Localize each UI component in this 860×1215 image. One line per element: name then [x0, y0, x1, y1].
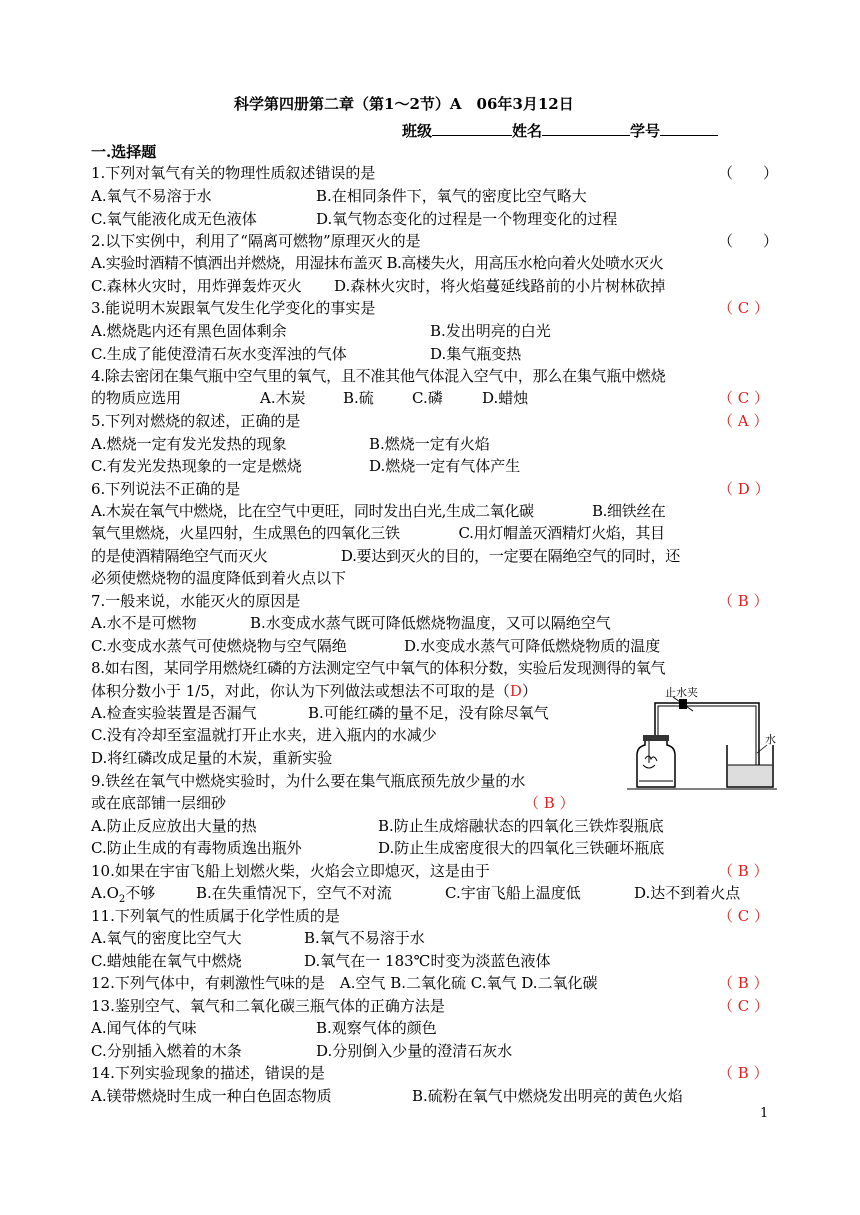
connecting-tube: [655, 703, 759, 775]
water-label: 水: [765, 733, 776, 746]
student-info-line: [402, 121, 718, 141]
bottle-stopper: [643, 735, 669, 741]
q9-answer: （ B ）: [524, 794, 575, 812]
q8-option-c: C.没有冷却至室温就打开止水夹，进入瓶内的水减少: [91, 726, 437, 744]
q4-option-b: B.硫: [343, 389, 374, 407]
q3-stem: 3.能说明木炭跟氧气发生化学变化的事实是: [91, 299, 376, 317]
q13-answer: （ C ）: [718, 997, 770, 1015]
q9-option-a: A.防止反应放出大量的热: [91, 817, 257, 835]
q11-option-c: C.蜡烛能在氧气中燃烧: [91, 952, 242, 970]
q6-answer: （ D ）: [718, 480, 770, 498]
gas-bottle: [637, 739, 675, 787]
q6-line2: 氧气里燃烧，火星四射，生成黑色的四氧化三铁 C.用灯帽盖灭酒精灯火焰，其目: [91, 524, 665, 542]
q7-option-a: A.水不是可燃物: [91, 614, 197, 632]
q3-answer: （ C ）: [718, 299, 770, 317]
q12-stem: 12.下列气体中，有刺激性气味的是 A.空气 B.二氧化硫 C.氧气 D.二氧化碳: [91, 974, 598, 992]
q4-option-a: A.木炭: [260, 389, 306, 407]
q13-option-c: C.分别插入燃着的木条: [91, 1042, 242, 1060]
q8-answer-close: ）: [521, 682, 537, 700]
q5-option-c: C.有发光发热现象的一定是燃烧: [91, 457, 302, 475]
q9-option-d: D.防止生成密度很大的四氧化三铁砸坏瓶底: [378, 839, 665, 857]
q8-answer-letter: D: [509, 682, 522, 700]
q5-option-d: D.燃烧一定有气体产生: [369, 457, 521, 475]
q5-option-b: B.燃烧一定有火焰: [369, 435, 490, 453]
q11-answer: （ C ）: [718, 907, 770, 925]
q1-option-a: A.氧气不易溶于水: [91, 187, 212, 205]
q11-option-d: D.氧气在一 183℃时变为淡蓝色液体: [304, 952, 551, 970]
q8-option-d: D.将红磷改成足量的木炭，重新实验: [91, 749, 333, 767]
q5-option-a: A.燃烧一定有发光发热的现象: [91, 435, 287, 453]
beaker-water: [728, 765, 772, 786]
q8-option-a: A.检查实验装置是否漏气: [91, 704, 257, 722]
q5-stem: 5.下列对燃烧的叙述，正确的是: [91, 412, 301, 430]
class-input[interactable]: [432, 121, 512, 136]
number-input[interactable]: [660, 121, 718, 136]
experiment-apparatus-figure: [627, 683, 777, 793]
q11-option-a: A.氧气的密度比空气大: [91, 929, 242, 947]
q14-option-a: A.镁带燃烧时生成一种白色固态物质: [91, 1087, 332, 1105]
q4-option-c: C.磷: [412, 389, 443, 407]
q4-stem-line2: 的物质应选用: [91, 389, 182, 407]
q3-option-c: C.生成了能使澄清石灰水变浑浊的气体: [91, 345, 347, 363]
q10-option-a-sub: 2: [118, 894, 126, 905]
q9-stem-line2: 或在底部铺一层细砂: [91, 794, 227, 812]
q13-stem: 13.鉴别空气、氧气和二氧化碳三瓶气体的正确方法是: [91, 997, 445, 1015]
q3-option-a: A.燃烧匙内还有黑色固体剩余: [91, 322, 287, 340]
q10-option-a-pre: A.O: [91, 884, 119, 902]
q10-option-c: C.宇宙飞船上温度低: [445, 884, 581, 902]
q13-option-b: B.观察气体的颜色: [316, 1019, 437, 1037]
q2-option-d: D.森林火灾时，将火焰蔓延线路前的小片树林砍掉: [334, 277, 666, 295]
q14-stem: 14.下列实验现象的描述，错误的是: [91, 1064, 325, 1082]
q10-option-a-post: 不够: [125, 884, 156, 902]
clamp-label: 止水夹: [665, 686, 698, 699]
q2-answer: （ ）: [718, 232, 779, 250]
page-number: 1: [760, 1106, 769, 1121]
q8-stem-line1: 8.如右图，某同学用燃烧红磷的方法测定空气中氧气的体积分数，实验后发现测得的氧气: [91, 659, 666, 677]
q7-stem: 7.一般来说，水能灭火的原因是: [91, 592, 301, 610]
q7-answer: （ B ）: [718, 592, 769, 610]
q6-stem: 6.下列说法不正确的是: [91, 480, 241, 498]
q7-option-c: C.水变成水蒸气可使燃烧物与空气隔绝: [91, 637, 347, 655]
name-label: 姓名: [512, 122, 543, 140]
name-input[interactable]: [542, 121, 630, 136]
q3-option-d: D.集气瓶变热: [430, 345, 522, 363]
q1-stem: 1.下列对氧气有关的物理性质叙述错误的是: [91, 164, 376, 182]
flame-icon: [645, 756, 657, 761]
page-title: 科学第四册第二章（第1～2节）A 06年3月12日: [234, 95, 574, 113]
q10-option-d: D.达不到着火点: [634, 884, 741, 902]
q8-option-b: B.可能红磷的量不足，没有除尽氧气: [308, 704, 549, 722]
q11-option-b: B.氧气不易溶于水: [304, 929, 425, 947]
q8-stem-text: 体积分数小于 1/5，对此，你认为下列做法或想法不可取的是（: [91, 682, 510, 700]
q9-option-c: C.防止生成的有毒物质逸出瓶外: [91, 839, 302, 857]
q6-line4: 必须使燃烧物的温度降低到着火点以下: [91, 569, 347, 587]
class-label: 班级: [402, 122, 433, 140]
combustion-spoon: [643, 765, 655, 768]
q10-answer: （ B ）: [718, 862, 769, 880]
q2-options-ab: A.实验时酒精不慎洒出并燃烧，用湿抹布盖灭 B.高楼失火，用高压水枪向着火处喷水灭火: [91, 254, 664, 272]
q1-answer: （ ）: [718, 164, 779, 182]
q11-stem: 11.下列氧气的性质属于化学性质的是: [91, 907, 340, 925]
q1-option-b: B.在相同条件下，氧气的密度比空气略大: [316, 187, 587, 205]
q9-option-b: B.防止生成熔融状态的四氧化三铁炸裂瓶底: [378, 817, 664, 835]
q12-answer: （ B ）: [718, 974, 769, 992]
q1-option-c: C.氧气能液化成无色液体: [91, 210, 257, 228]
q14-answer: （ B ）: [718, 1064, 769, 1082]
q4-stem-line1: 4.除去密闭在集气瓶中空气里的氧气，且不准其他气体混入空气中，那么在集气瓶中燃烧: [91, 367, 666, 385]
q13-option-a: A.闻气体的气味: [91, 1019, 197, 1037]
q8-stem-line2: [91, 681, 537, 701]
q7-option-d: D.水变成水蒸气可降低燃烧物质的温度: [404, 637, 661, 655]
q10-option-b: B.在失重情况下，空气不对流: [196, 884, 392, 902]
q5-answer: （ A ）: [718, 412, 769, 430]
q7-option-b: B.水变成水蒸气既可降低燃烧物温度，又可以隔绝空气: [250, 614, 611, 632]
q10-stem: 10.如果在宇宙飞船上划燃火柴，火焰会立即熄灭，这是由于: [91, 862, 490, 880]
q6-line3: 的是使酒精隔绝空气而灭火 D.要达到灭火的目的，一定要在隔绝空气的同时，还: [91, 547, 680, 565]
q4-answer: （ C ）: [718, 389, 770, 407]
q2-option-c: C.森林火灾时，用炸弹轰炸灭火: [91, 277, 302, 295]
q3-option-b: B.发出明亮的白光: [430, 322, 551, 340]
q14-option-b: B.硫粉在氧气中燃烧发出明亮的黄色火焰: [412, 1087, 683, 1105]
q13-option-d: D.分别倒入少量的澄清石灰水: [316, 1042, 513, 1060]
q9-stem-line1: 9.铁丝在氧气中燃烧实验时，为什么要在集气瓶底预先放少量的水: [91, 772, 526, 790]
q4-option-d: D.蜡烛: [482, 389, 529, 407]
q6-line1: A.木炭在氧气中燃烧，比在空气中更旺，同时发出白光,生成二氧化碳 B.细铁丝在: [91, 502, 666, 520]
q1-option-d: D.氧气物态变化的过程是一个物理变化的过程: [316, 210, 618, 228]
section-heading: 一.选择题: [91, 143, 157, 161]
number-label: 学号: [630, 122, 661, 140]
q2-stem: 2.以下实例中，利用了“隔离可燃物”原理灭火的是: [91, 232, 421, 250]
